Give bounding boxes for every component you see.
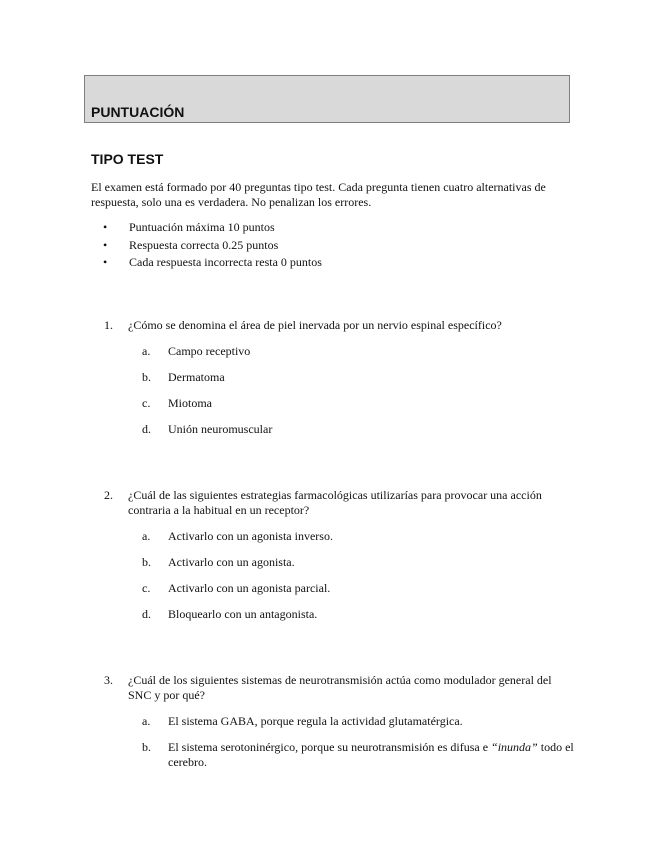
option-letter: c. [142, 396, 151, 410]
option-letter: d. [142, 422, 151, 436]
answer-options [104, 529, 574, 622]
italic-quote: “inunda” [491, 740, 538, 754]
question-number: 1. [104, 318, 113, 332]
scoring-list [91, 219, 322, 272]
answer-option: c. Miotoma [142, 396, 212, 410]
question-text: 1. ¿Cómo se denomina el área de piel inervada por un nervio espinal específico? [104, 318, 502, 332]
question-text: 2. ¿Cuál de las siguientes estrategias farmacológicas utilizarías para provocar una acción contraria a la habitual en un receptor? [104, 488, 542, 517]
answer-option: b. El sistema serotoninérgico, porque su neurotransmisión es difusa e “inunda” todo el cerebro. [142, 740, 574, 769]
answer-option: b. Dermatoma [142, 370, 225, 384]
option-letter: b. [142, 370, 151, 384]
question-2 [104, 488, 574, 622]
header-title: PUNTUACIÓN [91, 104, 185, 120]
option-letter: b. [142, 740, 151, 754]
header-banner [84, 75, 570, 123]
answer-option: a. Campo receptivo [142, 344, 251, 358]
bullet-icon: • [103, 255, 108, 269]
answer-option: a. El sistema GABA, porque regula la actividad glutamatérgica. [142, 714, 463, 728]
option-letter: d. [142, 607, 151, 621]
section-intro: El examen está formado por 40 preguntas tipo test. Cada pregunta tienen cuatro alternativas de respuesta, solo una es verdadera. No penalizan los errores. [91, 180, 546, 209]
answer-option: d. Bloquearlo con un antagonista. [142, 607, 318, 621]
question-3 [104, 673, 574, 770]
option-letter: a. [142, 344, 151, 358]
answer-options [104, 344, 574, 437]
answer-options [104, 714, 574, 770]
list-item: • Respuesta correcta 0.25 puntos [91, 237, 322, 255]
question-1 [104, 318, 574, 437]
question-number: 2. [104, 488, 113, 502]
option-letter: c. [142, 581, 151, 595]
bullet-icon: • [103, 220, 108, 234]
question-text: 3. ¿Cuál de los siguientes sistemas de neurotransmisión actúa como modulador general del SNC y por qué? [104, 673, 552, 702]
answer-option: a. Activarlo con un agonista inverso. [142, 529, 333, 543]
list-item: • Cada respuesta incorrecta resta 0 puntos [91, 254, 322, 272]
question-number: 3. [104, 673, 113, 687]
list-item: • Puntuación máxima 10 puntos [91, 219, 322, 237]
bullet-icon: • [103, 237, 108, 252]
option-letter: b. [142, 555, 151, 569]
answer-option: b. Activarlo con un agonista. [142, 555, 295, 569]
option-letter: a. [142, 714, 151, 728]
option-letter: a. [142, 529, 151, 543]
section-title: TIPO TEST [91, 151, 164, 167]
answer-option: c. Activarlo con un agonista parcial. [142, 581, 331, 595]
answer-option: d. Unión neuromuscular [142, 422, 273, 436]
